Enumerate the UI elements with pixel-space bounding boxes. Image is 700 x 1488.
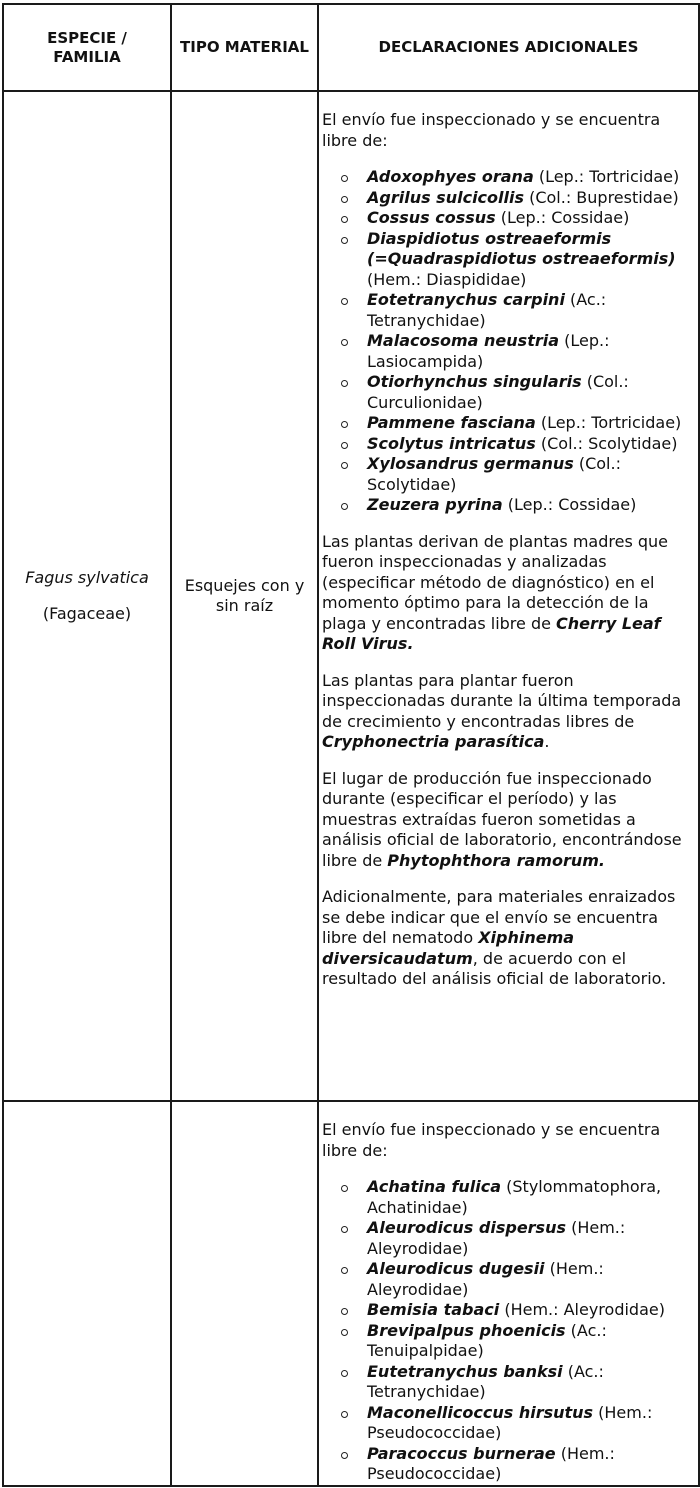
pest-item (367, 208, 696, 229)
table-row (3, 1101, 699, 1486)
species-cell (3, 91, 171, 1101)
pest-taxon: (Lep.: Lasiocampida) (367, 331, 610, 371)
pest-item (367, 495, 696, 516)
pest-name: Achatina fulica (367, 1177, 502, 1196)
pest-list (322, 1177, 696, 1485)
pest-item (367, 229, 696, 291)
pest-taxon: (Col.: Curculionidae) (367, 372, 629, 412)
pest-item (367, 1362, 696, 1403)
paragraph-text: , de acuerdo con el resultado del análisis oficial de laboratorio. (322, 948, 667, 988)
pest-name: Scolytus intricatus (367, 433, 536, 453)
pest-taxon: (Stylommatophora, Achatinidae) (367, 1177, 662, 1217)
pest-taxon: (Ac.: Tetranychidae) (367, 1361, 604, 1401)
pest-name: Agrilus sulcicollis (367, 187, 524, 207)
pest-name: Xylosandrus germanus (367, 454, 574, 473)
pathogen-name: Cryphonectria parasítica (322, 732, 545, 751)
pest-name: Diaspidiotus ostreaeformis (=Quadraspidiotus ostreaeformis) (367, 228, 676, 268)
pest-name: Brevipalpus phoenicis (367, 1320, 566, 1340)
intro-text: El envío fue inspeccionado y se encuentra libre de: (322, 1120, 661, 1160)
pest-item (367, 331, 696, 372)
pest-item (367, 1403, 696, 1444)
species-cell (3, 1101, 171, 1486)
pest-item (367, 434, 696, 455)
paragraph-text: Las plantas derivan de plantas madres que fueron inspeccionadas y analizadas (especificar método de diagnóstico) en el momento óptimo para la detección de la plaga y encontradas libre de (322, 531, 669, 633)
pathogen-name: Xiphinema diversicaudatum (322, 928, 575, 968)
declaration-paragraph (322, 769, 696, 872)
table-header-row (3, 4, 699, 91)
pest-taxon: (Col.: Scolytidae) (535, 433, 678, 453)
pest-name: Pammene fasciana (367, 413, 536, 432)
pest-list (322, 167, 696, 516)
pest-item (367, 167, 696, 188)
pest-taxon: (Col.: Scolytidae) (367, 454, 621, 494)
pest-name: Zeuzera pyrina (367, 495, 503, 514)
table-row (3, 91, 699, 1101)
pest-item (367, 1444, 696, 1485)
pest-taxon: (Ac.: Tetranychidae) (367, 290, 607, 330)
paragraph-text: El lugar de producción fue inspeccionado durante (especificar el período) y las muestras extraídas fueron sometidas a análisis oficial de laboratorio, encontrándose libre de (322, 768, 682, 870)
pest-item (367, 1218, 696, 1259)
pest-taxon: (Hem.: Aleyrodidae) (499, 1300, 665, 1319)
pest-item (367, 1321, 696, 1362)
pest-taxon: (Col.: Buprestidae) (524, 187, 679, 207)
header-additional-declarations: DECLARACIONES ADICIONALES (318, 4, 699, 91)
pest-taxon: (Hem.: Aleyrodidae) (367, 1259, 604, 1299)
pest-name: Otiorhynchus singularis (367, 372, 582, 391)
pest-name: Cossus cossus (367, 208, 496, 227)
family-name: (Fagaceae) (42, 604, 132, 623)
pest-item (367, 188, 696, 209)
header-material-type: TIPO MATERIAL (171, 4, 318, 91)
declarations-cell (318, 91, 699, 1101)
pest-taxon: (Ac.: Tenuipalpidae) (367, 1320, 607, 1360)
species-name: Fagus sylvatica (25, 568, 149, 587)
intro-text: El envío fue inspeccionado y se encuentra libre de: (322, 110, 661, 150)
pest-taxon: (Lep.: Cossidae) (502, 495, 637, 514)
paragraph-text: Adicionalmente, para materiales enraizados se debe indicar que el envío se encuentra libre del nematodo (322, 887, 676, 947)
pest-taxon: (Lep.: Tortricidae) (533, 167, 680, 186)
pest-taxon: (Lep.: Tortricidae) (535, 413, 682, 432)
header-species-family: ESPECIE / FAMILIA (3, 4, 171, 91)
pest-item (367, 372, 696, 413)
pest-name: Adoxophyes orana (367, 167, 534, 186)
pest-taxon: (Hem.: Aleyrodidae) (367, 1218, 626, 1258)
declarations-cell (318, 1101, 699, 1486)
declaration-paragraph (322, 671, 696, 753)
pest-name: Eutetranychus banksi (367, 1361, 563, 1381)
paragraph-text: Las plantas para plantar fueron inspeccionadas durante la última temporada de crecimiento y encontradas libres de (322, 670, 682, 731)
material-cell: Esquejes con y sin raíz (171, 91, 318, 1101)
pest-item (367, 1177, 696, 1218)
pest-item (367, 1259, 696, 1300)
declaration-paragraph (322, 532, 696, 655)
pest-name: Aleurodicus dugesii (367, 1259, 545, 1278)
pest-taxon: (Hem.: Pseudococcidae) (367, 1402, 653, 1442)
paragraphs (322, 532, 696, 990)
pest-item (367, 413, 696, 434)
paragraph-text: . (544, 732, 550, 751)
pest-name: Bemisia tabaci (367, 1300, 500, 1319)
pathogen-name: Phytophthora ramorum. (387, 850, 605, 870)
pest-item (367, 454, 696, 495)
pest-name: Malacosoma neustria (367, 331, 560, 350)
pest-item (367, 290, 696, 331)
pest-name: Aleurodicus dispersus (367, 1218, 566, 1237)
pest-item (367, 1300, 696, 1321)
pest-taxon: (Lep.: Cossidae) (495, 208, 630, 227)
pest-taxon: (Hem.: Diaspididae) (367, 269, 527, 289)
pest-name: Paracoccus burnerae (367, 1443, 556, 1463)
pathogen-name: Cherry Leaf Roll Virus. (322, 613, 661, 653)
pest-name: Maconellicoccus hirsutus (367, 1402, 594, 1422)
pest-taxon: (Hem.: Pseudococcidae) (367, 1443, 615, 1483)
pest-name: Eotetranychus carpini (367, 290, 565, 309)
declaration-paragraph (322, 887, 696, 990)
phytosanitary-table (2, 3, 700, 1487)
material-cell (171, 1101, 318, 1486)
